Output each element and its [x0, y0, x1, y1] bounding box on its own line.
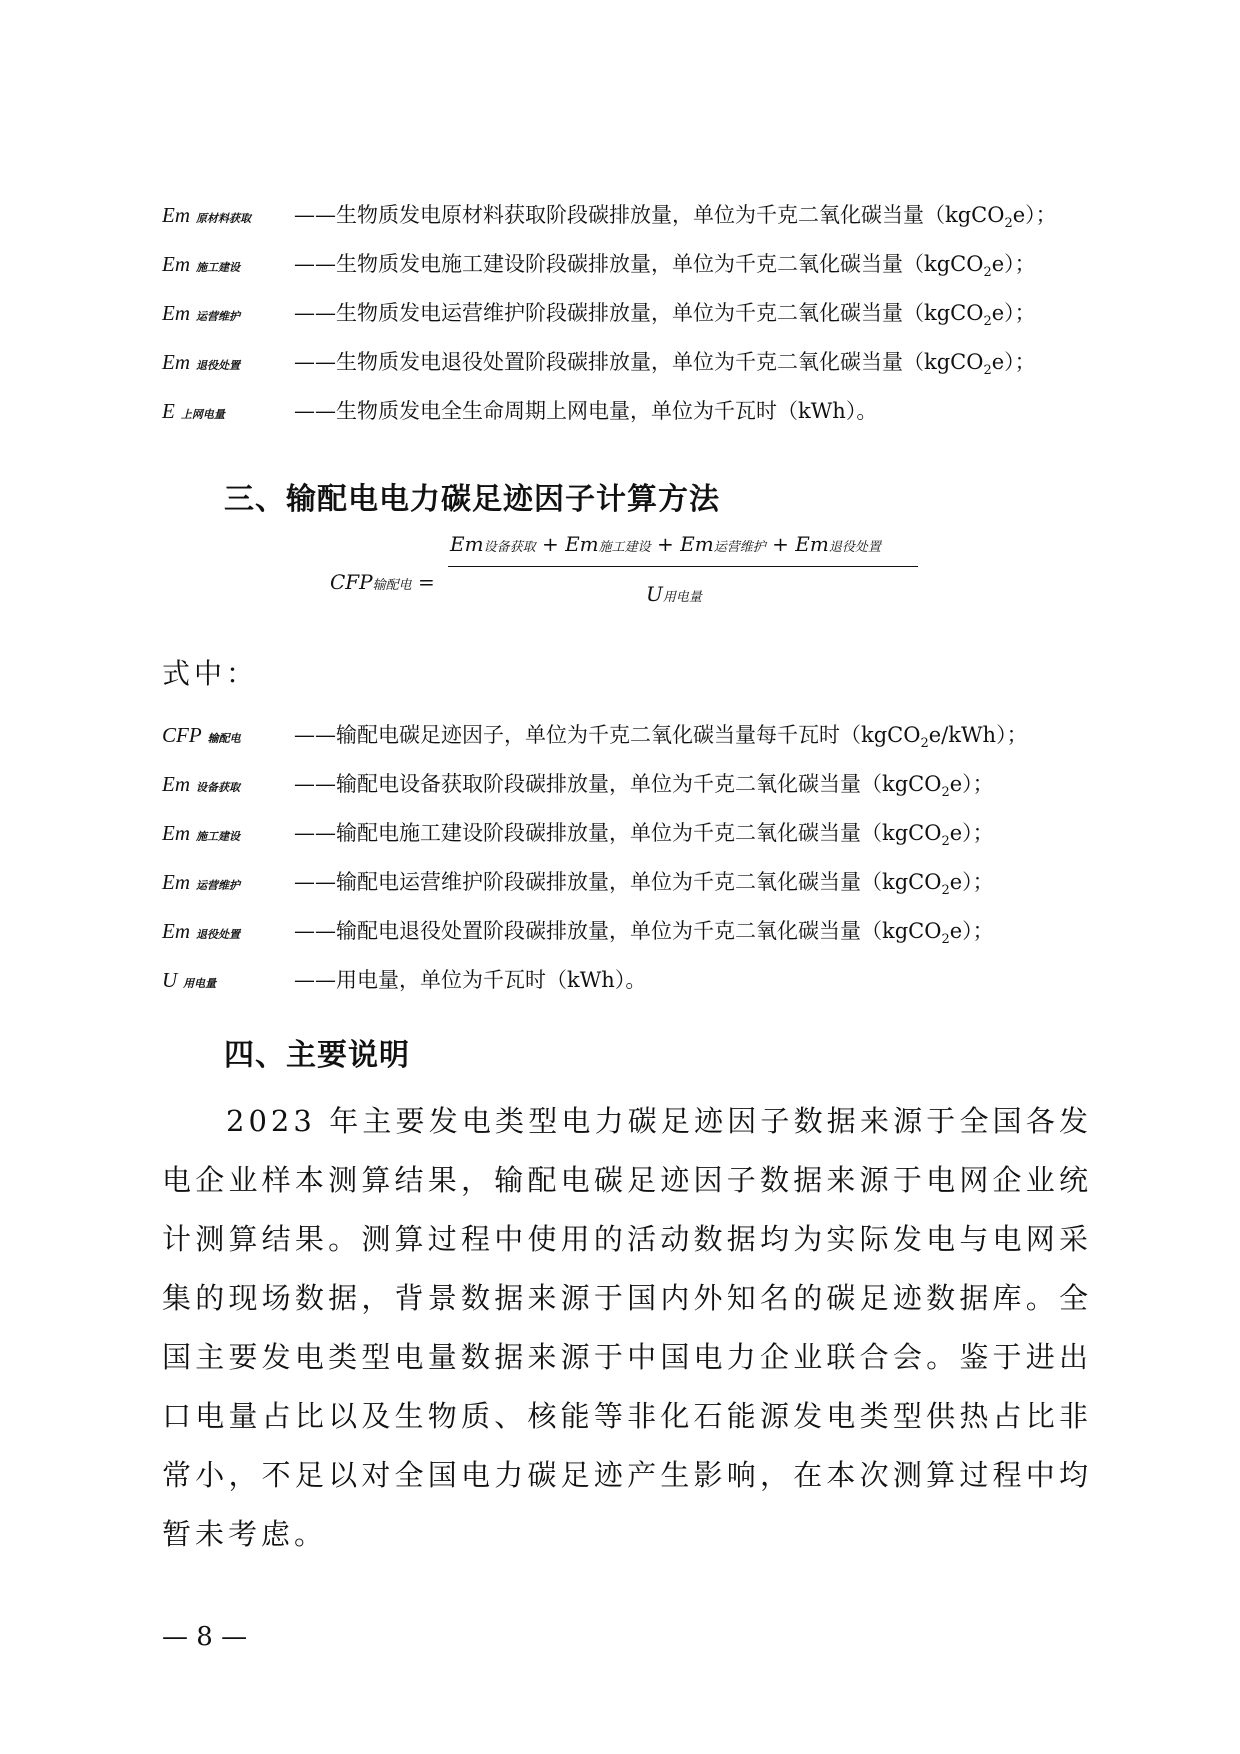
definition-text: ——输配电施工建设阶段碳排放量，单位为千克二氧化碳当量（kgCO$_2$e）； — [294, 821, 994, 850]
symbol: U用电量 — [162, 968, 217, 992]
symbol: Em 退役处置 — [162, 350, 240, 374]
section-heading-4: 四、主要说明 — [224, 1038, 410, 1073]
symbol: Em 施工建设 — [162, 252, 240, 276]
symbol: Em 设备获取 — [162, 772, 240, 796]
definition-row — [162, 347, 1162, 396]
definition-text: ——用电量，单位为千瓦时（kWh）。 — [294, 968, 647, 992]
definition-row — [162, 867, 1162, 916]
definition-row — [162, 916, 1162, 965]
definition-row — [162, 200, 1162, 249]
formula — [330, 532, 930, 618]
definition-text: ——输配电碳足迹因子，单位为千克二氧化碳当量每千瓦时（kgCO$_2$e/kWh）； — [294, 723, 1028, 752]
page-number: — 8 — — [162, 1622, 248, 1652]
definition-row — [162, 720, 1162, 769]
where-label: 式中： — [162, 657, 259, 690]
definition-text: ——生物质发电退役处置阶段碳排放量，单位为千克二氧化碳当量（kgCO$_2$e）； — [294, 350, 1036, 379]
body-paragraph: 2023 年主要发电类型电力碳足迹因子数据来源于全国各发电企业样本测算结果，输配电碳足迹因子数据来源于电网企业统计测算结果。测算过程中使用的活动数据均为实际发电与电网采集的现场数据，背景数据来源于国内外知名的碳足迹数据库。全国主要发电类型电量数据来源于中国电力企业联合会。鉴于进出口电量占比以及生物质、核能等非化石能源发电类型供热占比非常小，不足以对全国电力碳足迹产生影响，在本次测算过程中均暂未考虑。 — [162, 1104, 1092, 1551]
definitions-biomass — [162, 200, 1162, 445]
definition-row — [162, 769, 1162, 818]
definition-text: ——生物质发电施工建设阶段碳排放量，单位为千克二氧化碳当量（kgCO$_2$e）； — [294, 252, 1036, 281]
definition-row — [162, 396, 1162, 445]
definition-text: ——生物质发电原材料获取阶段碳排放量，单位为千克二氧化碳当量（kgCO$_2$e）； — [294, 203, 1057, 232]
definition-row — [162, 818, 1162, 867]
formula-denominator: U用电量 — [646, 582, 702, 606]
definition-text: ——生物质发电全生命周期上网电量，单位为千瓦时（kWh）。 — [294, 399, 878, 423]
definition-text: ——输配电运营维护阶段碳排放量，单位为千克二氧化碳当量（kgCO$_2$e）； — [294, 870, 994, 899]
fraction-bar — [448, 566, 918, 567]
section-heading-3: 三、输配电电力碳足迹因子计算方法 — [224, 482, 720, 517]
formula-lhs: CFP输配电 = — [330, 570, 435, 594]
symbol: CFP 输配电 — [162, 723, 241, 747]
definition-text: ——生物质发电运营维护阶段碳排放量，单位为千克二氧化碳当量（kgCO$_2$e）； — [294, 301, 1036, 330]
definition-text: ——输配电设备获取阶段碳排放量，单位为千克二氧化碳当量（kgCO$_2$e）； — [294, 772, 994, 801]
definition-row — [162, 298, 1162, 347]
definition-row — [162, 249, 1162, 298]
symbol: Em 运营维护 — [162, 301, 240, 325]
symbol: Em 施工建设 — [162, 821, 240, 845]
symbol: Em 原材料获取 — [162, 203, 251, 227]
definitions-transmission — [162, 720, 1162, 1014]
symbol: E上网电量 — [162, 399, 225, 423]
formula-numerator: Em设备获取 + Em施工建设 + Em运营维护 + Em退役处置 — [450, 532, 881, 556]
symbol: Em 运营维护 — [162, 870, 240, 894]
symbol: Em 退役处置 — [162, 919, 240, 943]
definition-row — [162, 965, 1162, 1014]
definition-text: ——输配电退役处置阶段碳排放量，单位为千克二氧化碳当量（kgCO$_2$e）； — [294, 919, 994, 948]
